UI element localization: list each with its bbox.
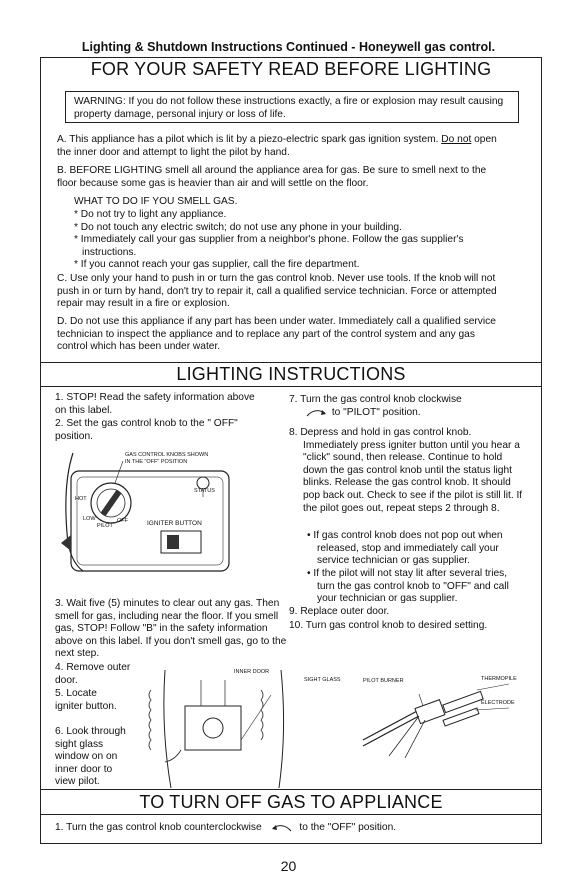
- pilot-label: PILOT: [97, 523, 113, 529]
- lighting-step-8-bullet-2: [307, 568, 527, 606]
- safety-item-c: C. Use only your hand to push in or turn the gas control knob. Never use tools. If the knob will not push in or turn by hand, don't try to repair it, call a qualified service technician. Force or attempted repair may result in a fire or explosion.: [57, 273, 497, 310]
- sight-glass-label: SIGHT GLASS: [304, 677, 341, 683]
- shutdown-step-1-text: 1. Turn the gas control knob counterclockwise: [55, 822, 262, 833]
- lighting-step-10: 10. Turn gas control knob to desired setting.: [289, 620, 488, 631]
- inner-door-label: INNER DOOR: [234, 669, 270, 675]
- bullet-item: * If you cannot reach your gas supplier, call the fire department.: [74, 259, 360, 271]
- warning-box: [65, 91, 519, 123]
- lighting-step-8: 8. Depress and hold in gas control knob. Immediately press igniter button until you hear a "click" sound, then release. Continue to hold down the gas control knob until the status light blinks. Release the gas control knob. It should pop back out. Check to see if the pilot is still lit. If the pilot goes out, repeat steps 2 through 8.: [289, 427, 523, 514]
- lighting-step-4: 4. Remove outer door.: [55, 662, 131, 686]
- section-divider: [41, 814, 541, 815]
- safety-item-a-suffix: open the inner door and attempt to light the pilot by hand.: [57, 134, 497, 158]
- lighting-title: LIGHTING INSTRUCTIONS: [176, 364, 406, 384]
- bullet-list: [74, 209, 499, 272]
- shutdown-step-1-position: to the "OFF" position.: [299, 822, 397, 833]
- lighting-step-7-text: 7. Turn the gas control knob clockwise: [289, 394, 462, 405]
- safety-item-b: B. BEFORE LIGHTING smell all around the appliance area for gas. Be sure to smell next to the floor because some gas is heavier than air and will settle on the floor.: [57, 165, 487, 189]
- warning-text: WARNING: If you do not follow these instructions exactly, a fire or explosion may result causing property damage, personal injury or loss of life.: [74, 96, 504, 120]
- electrode-label: ELECTRODE: [481, 700, 515, 706]
- shutdown-step-1: [55, 822, 535, 835]
- lighting-step-8-bullet-1: [307, 530, 527, 568]
- counterclockwise-arrow-icon: [269, 822, 293, 832]
- bullet-item: * Immediately call your gas supplier from a neighbor's phone. Follow the gas supplier's instructions.: [74, 234, 464, 258]
- safety-item-d: D. Do not use this appliance if any part has been under water. Immediately call a qualified service technician to inspect the appliance and to replace any part of the control system and any gas control which has been under water.: [57, 316, 496, 353]
- pilot-burner-figure: [359, 680, 529, 760]
- lighting-step-9: 9. Replace outer door.: [289, 606, 390, 617]
- lighting-step-7-position: to "PILOT" position.: [331, 406, 421, 418]
- status-label: STATUS: [194, 488, 215, 494]
- lighting-step-5: 5. Locate igniter button.: [55, 688, 117, 712]
- hot-label: HOT: [75, 496, 87, 502]
- page-header: Lighting & Shutdown Instructions Continued - Honeywell gas control.: [81, 40, 496, 54]
- shutdown-title: TO TURN OFF GAS TO APPLIANCE: [139, 792, 443, 812]
- clockwise-arrow-icon: [305, 407, 329, 417]
- low-label: LOW: [83, 516, 96, 522]
- lighting-step-1: 1. STOP! Read the safety information above on this label.: [55, 392, 255, 416]
- safety-item-a: [57, 134, 503, 159]
- lighting-step-6: 6. Look through sight glass window on on inner door to view pilot.: [55, 726, 126, 788]
- lighting-step-2: 2. Set the gas control knob to the " OFF" position.: [55, 418, 238, 442]
- lighting-step-7-arrow-row: [289, 407, 529, 420]
- safety-title: FOR YOUR SAFETY READ BEFORE LIGHTING: [90, 59, 492, 79]
- section-divider: [41, 789, 541, 790]
- bullet-text: If gas control knob does not pop out when released, stop and immediately call your service technician or gas supplier.: [313, 530, 503, 567]
- section-divider: [41, 362, 541, 363]
- bullet-item: * Do not touch any electric switch; do not use any phone in your building.: [74, 221, 402, 233]
- bullet-dot-icon: •: [307, 568, 314, 579]
- thermopile-label: THERMOPILE: [481, 676, 517, 682]
- bullet-dot-icon: •: [307, 530, 314, 541]
- igniter-button-label: IGNITER BUTTON: [147, 520, 202, 527]
- knobs-shown-label: GAS CONTROL KNOBS SHOWN IN THE "OFF" POSITION: [125, 452, 209, 465]
- bullet-item: * Do not try to light any appliance.: [74, 209, 227, 220]
- what-to-do-heading: WHAT TO DO IF YOU SMELL GAS.: [74, 196, 238, 207]
- pilot-burner-label: PILOT BURNER: [363, 678, 404, 684]
- instruction-label: [40, 57, 542, 844]
- safety-item-a-emphasis: Do not: [441, 134, 472, 145]
- safety-item-a-text: A. This appliance has a pilot which is lit by a piezo-electric spark gas ignition system.: [57, 134, 442, 145]
- lighting-step-7: [289, 394, 529, 419]
- off-label: OFF: [117, 518, 128, 524]
- page-number: 20: [280, 858, 297, 874]
- lighting-step-3: 3. Wait five (5) minutes to clear out any gas. Then smell for gas, including near the floor. If you smell gas, STOP! Follow "B" in the safety information above on this label. If you don't smell gas, go to the next step.: [55, 598, 287, 660]
- section-divider: [41, 386, 541, 387]
- bullet-text: If the pilot will not stay lit after several tries, turn the gas control knob to "OFF" and call your technician or gas supplier.: [313, 568, 509, 605]
- inner-door-figure: [141, 670, 301, 790]
